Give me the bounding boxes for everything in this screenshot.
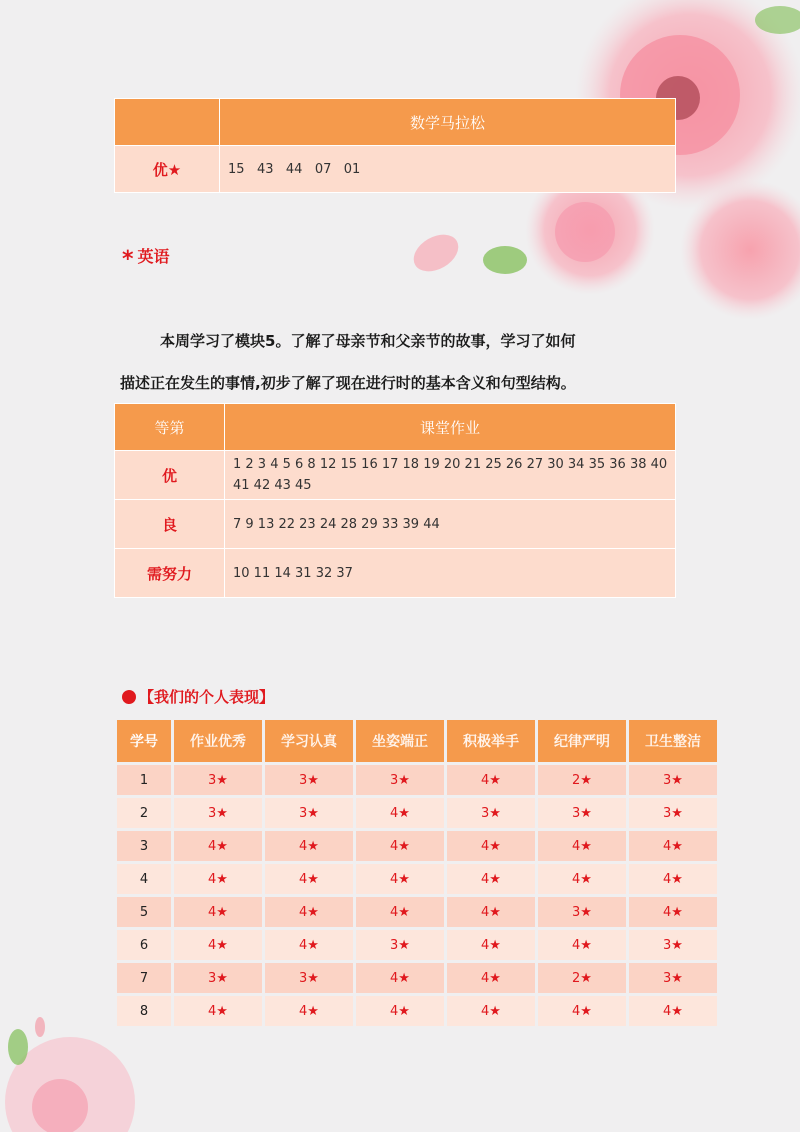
student-id-cell: 8 <box>117 996 171 1026</box>
star-rating-cell: 4★ <box>538 864 626 894</box>
star-rating-cell: 4★ <box>356 831 444 861</box>
star-rating-cell: 4★ <box>629 864 717 894</box>
star-rating-cell: 3★ <box>538 897 626 927</box>
column-header: 坐姿端正 <box>356 720 444 762</box>
star-rating-cell: 4★ <box>265 831 353 861</box>
table-row <box>117 765 717 795</box>
grade-label: 优 <box>115 451 225 500</box>
english-heading-text: 英语 <box>137 247 170 266</box>
star-rating-cell: 4★ <box>174 996 262 1026</box>
table-row <box>117 831 717 861</box>
grade-label: 优 <box>152 160 168 179</box>
star-rating-cell: 3★ <box>356 765 444 795</box>
asterisk-icon: * <box>122 247 134 272</box>
math-marathon-header: 数学马拉松 <box>220 99 676 146</box>
star-rating-cell: 3★ <box>265 798 353 828</box>
table-row <box>117 864 717 894</box>
star-icon: ★ <box>167 160 182 179</box>
student-id-cell: 6 <box>117 930 171 960</box>
table-corner-cell <box>115 99 220 146</box>
performance-heading-text: 【我们的个人表现】 <box>139 688 275 706</box>
star-rating-cell: 4★ <box>265 897 353 927</box>
star-rating-cell: 4★ <box>356 864 444 894</box>
star-rating-cell: 4★ <box>538 831 626 861</box>
star-rating-cell: 2★ <box>538 765 626 795</box>
star-rating-cell: 4★ <box>356 996 444 1026</box>
star-rating-cell: 3★ <box>356 930 444 960</box>
homework-table <box>114 403 676 598</box>
star-rating-cell: 4★ <box>447 930 535 960</box>
star-rating-cell: 4★ <box>174 831 262 861</box>
star-rating-cell: 4★ <box>174 930 262 960</box>
star-rating-cell: 4★ <box>174 897 262 927</box>
column-header: 纪律严明 <box>538 720 626 762</box>
star-rating-cell: 4★ <box>629 897 717 927</box>
column-header: 卫生整洁 <box>629 720 717 762</box>
student-numbers: 1 2 3 4 5 6 8 12 15 16 17 18 19 20 21 25 26 27 30 34 35 36 38 40 41 42 43 45 <box>225 451 676 500</box>
star-rating-cell: 3★ <box>174 765 262 795</box>
student-id-cell: 2 <box>117 798 171 828</box>
star-rating-cell: 3★ <box>265 765 353 795</box>
star-rating-cell: 3★ <box>447 798 535 828</box>
column-header: 学习认真 <box>265 720 353 762</box>
table-row <box>115 549 676 598</box>
student-numbers: 7 9 13 22 23 24 28 29 33 39 44 <box>225 500 676 549</box>
star-rating-cell: 4★ <box>447 996 535 1026</box>
star-rating-cell: 4★ <box>629 996 717 1026</box>
star-rating-cell: 4★ <box>265 864 353 894</box>
student-numbers: 10 11 14 31 32 37 <box>225 549 676 598</box>
star-rating-cell: 3★ <box>174 798 262 828</box>
performance-heading <box>122 686 274 707</box>
english-heading <box>122 244 170 272</box>
grade-column-header: 等第 <box>115 404 225 451</box>
star-rating-cell: 3★ <box>629 765 717 795</box>
star-rating-cell: 4★ <box>538 996 626 1026</box>
grade-label: 良 <box>115 500 225 549</box>
table-row <box>117 897 717 927</box>
english-paragraph-line-2: 描述正在发生的事情,初步了解了现在进行时的基本含义和句型结构。 <box>120 374 576 392</box>
star-rating-cell: 4★ <box>356 798 444 828</box>
grade-label: 需努力 <box>115 549 225 598</box>
star-rating-cell: 3★ <box>174 963 262 993</box>
student-id-cell: 1 <box>117 765 171 795</box>
table-row <box>117 930 717 960</box>
star-rating-cell: 3★ <box>538 798 626 828</box>
student-id-cell: 4 <box>117 864 171 894</box>
table-row <box>115 500 676 549</box>
petal-decoration <box>408 228 464 278</box>
star-rating-cell: 3★ <box>629 930 717 960</box>
red-dot-icon <box>122 690 136 704</box>
english-paragraph-line-1: 本周学习了模块5。了解了母亲节和父亲节的故事，学习了如何 <box>160 332 576 350</box>
star-rating-cell: 4★ <box>538 930 626 960</box>
column-header: 学号 <box>117 720 171 762</box>
star-rating-cell: 2★ <box>538 963 626 993</box>
star-rating-cell: 4★ <box>447 963 535 993</box>
table-row <box>117 963 717 993</box>
star-rating-cell: 4★ <box>447 765 535 795</box>
star-rating-cell: 4★ <box>265 996 353 1026</box>
grade-cell <box>115 146 220 193</box>
star-rating-cell: 4★ <box>629 831 717 861</box>
math-marathon-table <box>114 98 676 193</box>
column-header: 作业优秀 <box>174 720 262 762</box>
star-rating-cell: 4★ <box>447 831 535 861</box>
star-rating-cell: 4★ <box>356 963 444 993</box>
star-rating-cell: 3★ <box>629 963 717 993</box>
star-rating-cell: 4★ <box>174 864 262 894</box>
star-rating-cell: 4★ <box>447 897 535 927</box>
star-rating-cell: 3★ <box>629 798 717 828</box>
table-row <box>117 996 717 1026</box>
star-rating-cell: 4★ <box>356 897 444 927</box>
student-id-cell: 7 <box>117 963 171 993</box>
star-rating-cell: 3★ <box>265 963 353 993</box>
student-numbers: 15 43 44 07 01 <box>220 146 676 193</box>
table-row <box>115 451 676 500</box>
student-id-cell: 5 <box>117 897 171 927</box>
student-id-cell: 3 <box>117 831 171 861</box>
performance-table <box>114 717 720 1029</box>
homework-column-header: 课堂作业 <box>225 404 676 451</box>
performance-header-row <box>117 720 717 762</box>
table-row <box>117 798 717 828</box>
column-header: 积极举手 <box>447 720 535 762</box>
star-rating-cell: 4★ <box>447 864 535 894</box>
star-rating-cell: 4★ <box>265 930 353 960</box>
